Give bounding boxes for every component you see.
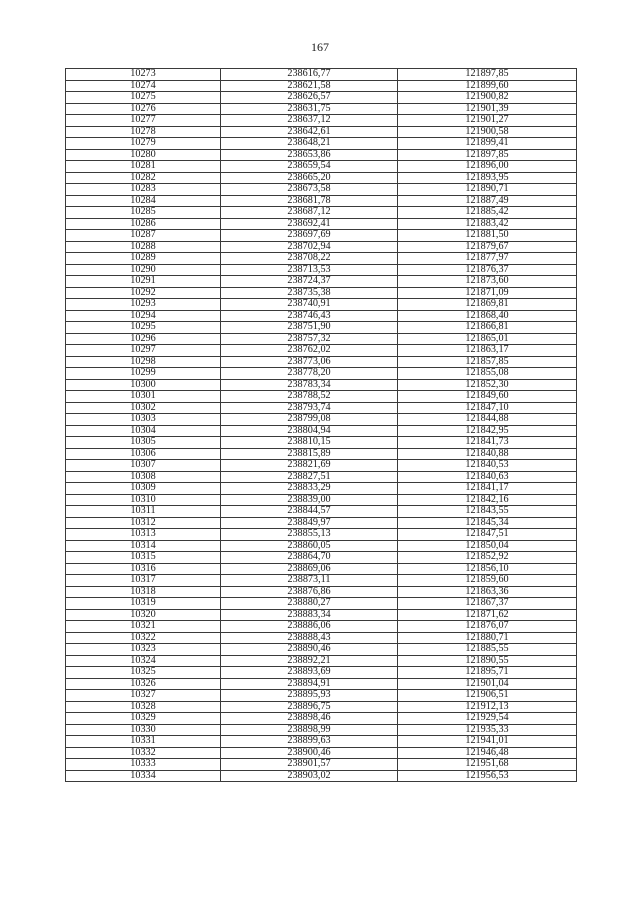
table-row (66, 598, 577, 610)
x-coordinate-cell: 238637,12 (221, 115, 398, 127)
point-number-cell: 10314 (66, 540, 221, 552)
point-number-cell: 10296 (66, 333, 221, 345)
point-number-cell: 10278 (66, 126, 221, 138)
x-coordinate-cell: 238815,89 (221, 448, 398, 460)
point-number-cell: 10332 (66, 747, 221, 759)
table-row (66, 690, 577, 702)
table-row (66, 276, 577, 288)
y-coordinate-cell: 121868,40 (398, 310, 577, 322)
x-coordinate-cell: 238659,54 (221, 161, 398, 173)
y-coordinate-cell: 121840,63 (398, 471, 577, 483)
x-coordinate-cell: 238740,91 (221, 299, 398, 311)
point-number-cell: 10333 (66, 759, 221, 771)
x-coordinate-cell: 238793,74 (221, 402, 398, 414)
y-coordinate-cell: 121871,09 (398, 287, 577, 299)
y-coordinate-cell: 121885,42 (398, 207, 577, 219)
table-row (66, 218, 577, 230)
point-number-cell: 10294 (66, 310, 221, 322)
x-coordinate-cell: 238890,46 (221, 644, 398, 656)
x-coordinate-cell: 238757,32 (221, 333, 398, 345)
x-coordinate-cell: 238894,91 (221, 678, 398, 690)
point-number-cell: 10300 (66, 379, 221, 391)
y-coordinate-cell: 121844,88 (398, 414, 577, 426)
point-number-cell: 10288 (66, 241, 221, 253)
table-row (66, 701, 577, 713)
x-coordinate-cell: 238648,21 (221, 138, 398, 150)
x-coordinate-cell: 238626,57 (221, 92, 398, 104)
y-coordinate-cell: 121881,50 (398, 230, 577, 242)
x-coordinate-cell: 238895,93 (221, 690, 398, 702)
table-row (66, 460, 577, 472)
x-coordinate-cell: 238810,15 (221, 437, 398, 449)
point-number-cell: 10328 (66, 701, 221, 713)
x-coordinate-cell: 238898,99 (221, 724, 398, 736)
y-coordinate-cell: 121885,55 (398, 644, 577, 656)
point-number-cell: 10322 (66, 632, 221, 644)
coordinates-table (65, 68, 577, 782)
x-coordinate-cell: 238864,70 (221, 552, 398, 564)
table-row (66, 161, 577, 173)
table-row (66, 517, 577, 529)
y-coordinate-cell: 121912,13 (398, 701, 577, 713)
table-row (66, 425, 577, 437)
table-row (66, 322, 577, 334)
x-coordinate-cell: 238898,46 (221, 713, 398, 725)
table-row (66, 241, 577, 253)
x-coordinate-cell: 238892,21 (221, 655, 398, 667)
x-coordinate-cell: 238844,57 (221, 506, 398, 518)
point-number-cell: 10280 (66, 149, 221, 161)
point-number-cell: 10301 (66, 391, 221, 403)
point-number-cell: 10286 (66, 218, 221, 230)
x-coordinate-cell: 238888,43 (221, 632, 398, 644)
x-coordinate-cell: 238900,46 (221, 747, 398, 759)
x-coordinate-cell: 238821,69 (221, 460, 398, 472)
y-coordinate-cell: 121901,27 (398, 115, 577, 127)
table-row (66, 230, 577, 242)
table-row (66, 207, 577, 219)
x-coordinate-cell: 238665,20 (221, 172, 398, 184)
point-number-cell: 10298 (66, 356, 221, 368)
point-number-cell: 10321 (66, 621, 221, 633)
y-coordinate-cell: 121867,37 (398, 598, 577, 610)
point-number-cell: 10297 (66, 345, 221, 357)
table-row (66, 471, 577, 483)
point-number-cell: 10331 (66, 736, 221, 748)
point-number-cell: 10320 (66, 609, 221, 621)
table-row (66, 391, 577, 403)
point-number-cell: 10303 (66, 414, 221, 426)
table-row (66, 264, 577, 276)
x-coordinate-cell: 238860,05 (221, 540, 398, 552)
y-coordinate-cell: 121869,81 (398, 299, 577, 311)
point-number-cell: 10291 (66, 276, 221, 288)
point-number-cell: 10292 (66, 287, 221, 299)
point-number-cell: 10279 (66, 138, 221, 150)
x-coordinate-cell: 238893,69 (221, 667, 398, 679)
point-number-cell: 10285 (66, 207, 221, 219)
table-row (66, 368, 577, 380)
x-coordinate-cell: 238621,58 (221, 80, 398, 92)
x-coordinate-cell: 238833,29 (221, 483, 398, 495)
y-coordinate-cell: 121883,42 (398, 218, 577, 230)
table-row (66, 483, 577, 495)
x-coordinate-cell: 238896,75 (221, 701, 398, 713)
table-row (66, 609, 577, 621)
y-coordinate-cell: 121852,92 (398, 552, 577, 564)
y-coordinate-cell: 121876,37 (398, 264, 577, 276)
table-row (66, 115, 577, 127)
point-number-cell: 10326 (66, 678, 221, 690)
point-number-cell: 10329 (66, 713, 221, 725)
table-row (66, 69, 577, 81)
table-row (66, 299, 577, 311)
point-number-cell: 10324 (66, 655, 221, 667)
x-coordinate-cell: 238616,77 (221, 69, 398, 81)
y-coordinate-cell: 121842,16 (398, 494, 577, 506)
y-coordinate-cell: 121845,34 (398, 517, 577, 529)
x-coordinate-cell: 238681,78 (221, 195, 398, 207)
table-row (66, 667, 577, 679)
table-row (66, 195, 577, 207)
point-number-cell: 10273 (66, 69, 221, 81)
y-coordinate-cell: 121865,01 (398, 333, 577, 345)
point-number-cell: 10282 (66, 172, 221, 184)
y-coordinate-cell: 121900,58 (398, 126, 577, 138)
y-coordinate-cell: 121850,04 (398, 540, 577, 552)
table-row (66, 184, 577, 196)
x-coordinate-cell: 238692,41 (221, 218, 398, 230)
y-coordinate-cell: 121855,08 (398, 368, 577, 380)
point-number-cell: 10315 (66, 552, 221, 564)
table-row (66, 770, 577, 782)
x-coordinate-cell: 238735,38 (221, 287, 398, 299)
x-coordinate-cell: 238869,06 (221, 563, 398, 575)
table-row (66, 172, 577, 184)
point-number-cell: 10276 (66, 103, 221, 115)
y-coordinate-cell: 121946,48 (398, 747, 577, 759)
y-coordinate-cell: 121899,41 (398, 138, 577, 150)
table-row (66, 287, 577, 299)
point-number-cell: 10310 (66, 494, 221, 506)
point-number-cell: 10307 (66, 460, 221, 472)
y-coordinate-cell: 121843,55 (398, 506, 577, 518)
table-row (66, 92, 577, 104)
y-coordinate-cell: 121951,68 (398, 759, 577, 771)
point-number-cell: 10284 (66, 195, 221, 207)
point-number-cell: 10325 (66, 667, 221, 679)
x-coordinate-cell: 238673,58 (221, 184, 398, 196)
x-coordinate-cell: 238642,61 (221, 126, 398, 138)
table-row (66, 540, 577, 552)
table-row (66, 506, 577, 518)
point-number-cell: 10306 (66, 448, 221, 460)
y-coordinate-cell: 121929,54 (398, 713, 577, 725)
point-number-cell: 10302 (66, 402, 221, 414)
y-coordinate-cell: 121863,36 (398, 586, 577, 598)
point-number-cell: 10289 (66, 253, 221, 265)
x-coordinate-cell: 238653,86 (221, 149, 398, 161)
y-coordinate-cell: 121900,82 (398, 92, 577, 104)
point-number-cell: 10334 (66, 770, 221, 782)
table-row (66, 678, 577, 690)
y-coordinate-cell: 121841,73 (398, 437, 577, 449)
x-coordinate-cell: 238708,22 (221, 253, 398, 265)
table-row (66, 759, 577, 771)
x-coordinate-cell: 238883,34 (221, 609, 398, 621)
table-row (66, 310, 577, 322)
x-coordinate-cell: 238839,00 (221, 494, 398, 506)
x-coordinate-cell: 238687,12 (221, 207, 398, 219)
table-row (66, 655, 577, 667)
x-coordinate-cell: 238697,69 (221, 230, 398, 242)
point-number-cell: 10275 (66, 92, 221, 104)
x-coordinate-cell: 238631,75 (221, 103, 398, 115)
table-row (66, 736, 577, 748)
y-coordinate-cell: 121841,17 (398, 483, 577, 495)
point-number-cell: 10319 (66, 598, 221, 610)
point-number-cell: 10290 (66, 264, 221, 276)
x-coordinate-cell: 238873,11 (221, 575, 398, 587)
x-coordinate-cell: 238876,86 (221, 586, 398, 598)
point-number-cell: 10308 (66, 471, 221, 483)
x-coordinate-cell: 238713,53 (221, 264, 398, 276)
y-coordinate-cell: 121849,60 (398, 391, 577, 403)
x-coordinate-cell: 238724,37 (221, 276, 398, 288)
y-coordinate-cell: 121847,10 (398, 402, 577, 414)
y-coordinate-cell: 121897,85 (398, 69, 577, 81)
point-number-cell: 10283 (66, 184, 221, 196)
point-number-cell: 10287 (66, 230, 221, 242)
x-coordinate-cell: 238903,02 (221, 770, 398, 782)
x-coordinate-cell: 238778,20 (221, 368, 398, 380)
table-row (66, 379, 577, 391)
x-coordinate-cell: 238762,02 (221, 345, 398, 357)
table-row (66, 437, 577, 449)
table-row (66, 586, 577, 598)
point-number-cell: 10299 (66, 368, 221, 380)
table-row (66, 713, 577, 725)
x-coordinate-cell: 238855,13 (221, 529, 398, 541)
y-coordinate-cell: 121956,53 (398, 770, 577, 782)
y-coordinate-cell: 121895,71 (398, 667, 577, 679)
x-coordinate-cell: 238788,52 (221, 391, 398, 403)
x-coordinate-cell: 238773,06 (221, 356, 398, 368)
y-coordinate-cell: 121901,04 (398, 678, 577, 690)
point-number-cell: 10323 (66, 644, 221, 656)
y-coordinate-cell: 121842,95 (398, 425, 577, 437)
table-row (66, 345, 577, 357)
y-coordinate-cell: 121906,51 (398, 690, 577, 702)
x-coordinate-cell: 238804,94 (221, 425, 398, 437)
point-number-cell: 10293 (66, 299, 221, 311)
y-coordinate-cell: 121890,71 (398, 184, 577, 196)
table-row (66, 80, 577, 92)
y-coordinate-cell: 121935,33 (398, 724, 577, 736)
table-row (66, 724, 577, 736)
point-number-cell: 10317 (66, 575, 221, 587)
table-row (66, 103, 577, 115)
table-row (66, 529, 577, 541)
y-coordinate-cell: 121871,62 (398, 609, 577, 621)
y-coordinate-cell: 121859,60 (398, 575, 577, 587)
point-number-cell: 10309 (66, 483, 221, 495)
x-coordinate-cell: 238880,27 (221, 598, 398, 610)
y-coordinate-cell: 121873,60 (398, 276, 577, 288)
table-row (66, 575, 577, 587)
y-coordinate-cell: 121880,71 (398, 632, 577, 644)
table-row (66, 333, 577, 345)
point-number-cell: 10277 (66, 115, 221, 127)
point-number-cell: 10318 (66, 586, 221, 598)
y-coordinate-cell: 121840,88 (398, 448, 577, 460)
y-coordinate-cell: 121890,55 (398, 655, 577, 667)
point-number-cell: 10281 (66, 161, 221, 173)
y-coordinate-cell: 121899,60 (398, 80, 577, 92)
y-coordinate-cell: 121901,39 (398, 103, 577, 115)
table-row (66, 494, 577, 506)
table-row (66, 126, 577, 138)
table-row (66, 356, 577, 368)
y-coordinate-cell: 121887,49 (398, 195, 577, 207)
table-row (66, 552, 577, 564)
y-coordinate-cell: 121879,67 (398, 241, 577, 253)
table-row (66, 747, 577, 759)
table-row (66, 644, 577, 656)
point-number-cell: 10274 (66, 80, 221, 92)
x-coordinate-cell: 238799,08 (221, 414, 398, 426)
table-row (66, 149, 577, 161)
x-coordinate-cell: 238827,51 (221, 471, 398, 483)
point-number-cell: 10305 (66, 437, 221, 449)
x-coordinate-cell: 238751,90 (221, 322, 398, 334)
x-coordinate-cell: 238849,97 (221, 517, 398, 529)
point-number-cell: 10295 (66, 322, 221, 334)
point-number-cell: 10330 (66, 724, 221, 736)
x-coordinate-cell: 238746,43 (221, 310, 398, 322)
y-coordinate-cell: 121856,10 (398, 563, 577, 575)
point-number-cell: 10304 (66, 425, 221, 437)
page-number: 167 (311, 40, 329, 54)
x-coordinate-cell: 238702,94 (221, 241, 398, 253)
point-number-cell: 10316 (66, 563, 221, 575)
y-coordinate-cell: 121847,51 (398, 529, 577, 541)
table-row (66, 448, 577, 460)
y-coordinate-cell: 121893,95 (398, 172, 577, 184)
y-coordinate-cell: 121863,17 (398, 345, 577, 357)
x-coordinate-cell: 238899,63 (221, 736, 398, 748)
table-row (66, 632, 577, 644)
table-row (66, 253, 577, 265)
y-coordinate-cell: 121896,00 (398, 161, 577, 173)
y-coordinate-cell: 121852,30 (398, 379, 577, 391)
y-coordinate-cell: 121877,97 (398, 253, 577, 265)
y-coordinate-cell: 121866,81 (398, 322, 577, 334)
point-number-cell: 10311 (66, 506, 221, 518)
y-coordinate-cell: 121941,01 (398, 736, 577, 748)
table-row (66, 138, 577, 150)
table-body (66, 69, 577, 782)
x-coordinate-cell: 238901,57 (221, 759, 398, 771)
table-row (66, 402, 577, 414)
y-coordinate-cell: 121857,85 (398, 356, 577, 368)
y-coordinate-cell: 121876,07 (398, 621, 577, 633)
point-number-cell: 10327 (66, 690, 221, 702)
table-row (66, 414, 577, 426)
y-coordinate-cell: 121840,53 (398, 460, 577, 472)
x-coordinate-cell: 238783,34 (221, 379, 398, 391)
y-coordinate-cell: 121897,85 (398, 149, 577, 161)
table-row (66, 563, 577, 575)
point-number-cell: 10312 (66, 517, 221, 529)
table-row (66, 621, 577, 633)
x-coordinate-cell: 238886,06 (221, 621, 398, 633)
point-number-cell: 10313 (66, 529, 221, 541)
